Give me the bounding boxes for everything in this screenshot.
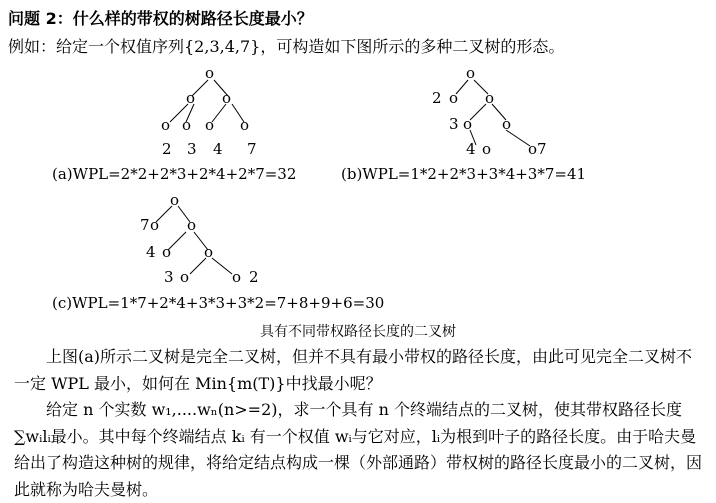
tree-c-node: o	[162, 243, 172, 261]
tree-b-weight: 4	[466, 140, 476, 158]
tree-a-weight: 4	[213, 140, 223, 158]
caption-a: (a)WPL=2*2+2*3+2*4+2*7=32	[52, 165, 297, 183]
tree-a-node: o	[222, 89, 232, 107]
paragraph-1: 上图(a)所示二叉树是完全二叉树，但并不具有最小带权的路径长度，由此可见完全二叉树不一定 WPL 最小，如何在 Min{m(T)}中找最小呢？	[14, 347, 693, 393]
tree-c-node: o	[150, 216, 160, 234]
tree-c-node: o	[204, 243, 214, 261]
tree-a-node: o	[186, 89, 196, 107]
tree-b-weight: o7	[528, 140, 547, 158]
tree-c-node: o	[180, 268, 190, 286]
tree-c-weight: 7	[140, 216, 150, 234]
tree-a-leaf: o	[205, 116, 215, 134]
tree-b-node: o	[449, 89, 459, 107]
tree-a-leaf: o	[161, 116, 171, 134]
figure-caption: 具有不同带权路径长度的二叉树	[260, 324, 456, 340]
tree-b-node: o	[482, 140, 492, 158]
tree-b-node: o	[502, 115, 512, 133]
tree-a-leaf: o	[182, 116, 192, 134]
caption-c: (c)WPL=1*7+2*4+3*3+3*2=7+8+9+6=30	[52, 294, 385, 312]
tree-c-weight: 3	[164, 268, 174, 286]
tree-c-weight: 2	[249, 268, 259, 286]
tree-a-weight: 7	[247, 140, 257, 158]
tree-c-weight: 4	[146, 243, 156, 261]
tree-c-node: o	[187, 216, 197, 234]
tree-b-weight: 2	[432, 89, 442, 107]
tree-b-node: o	[485, 89, 495, 107]
tree-a-weight: 3	[187, 140, 197, 158]
tree-c-node: o	[232, 268, 242, 286]
paragraph-2: 给定 n 个实数 w₁,....wₙ(n>=2)，求一个具有 n 个终端结点的二叉树，使其带权路径长度∑wᵢlᵢ最小。其中每个终端结点 kᵢ 有一个权值 wᵢ与它对应，lᵢ为根到叶子的路径长度。由于哈夫曼给出了构造这种树的规律，将给定结点构成一棵（外部通路）带权树的路径长度最小的二叉树，因此就称为哈夫曼树。	[14, 400, 703, 499]
intro-text: 例如：给定一个权值序列{2,3,4,7}，可构造如下图所示的多种二叉树的形态。	[8, 37, 565, 56]
tree-a-leaf: o	[240, 116, 250, 134]
tree-a-weight: 2	[162, 140, 172, 158]
tree-b-weight: 3	[449, 115, 459, 133]
tree-c-root: o	[170, 191, 180, 209]
question-heading: 问题 2：什么样的带权的树路径长度最小？	[8, 9, 313, 28]
tree-a-root: o	[205, 64, 215, 82]
tree-b-root: o	[466, 64, 476, 82]
caption-b: (b)WPL=1*2+2*3+3*4+3*7=41	[341, 165, 587, 183]
tree-b-node: o	[463, 115, 473, 133]
